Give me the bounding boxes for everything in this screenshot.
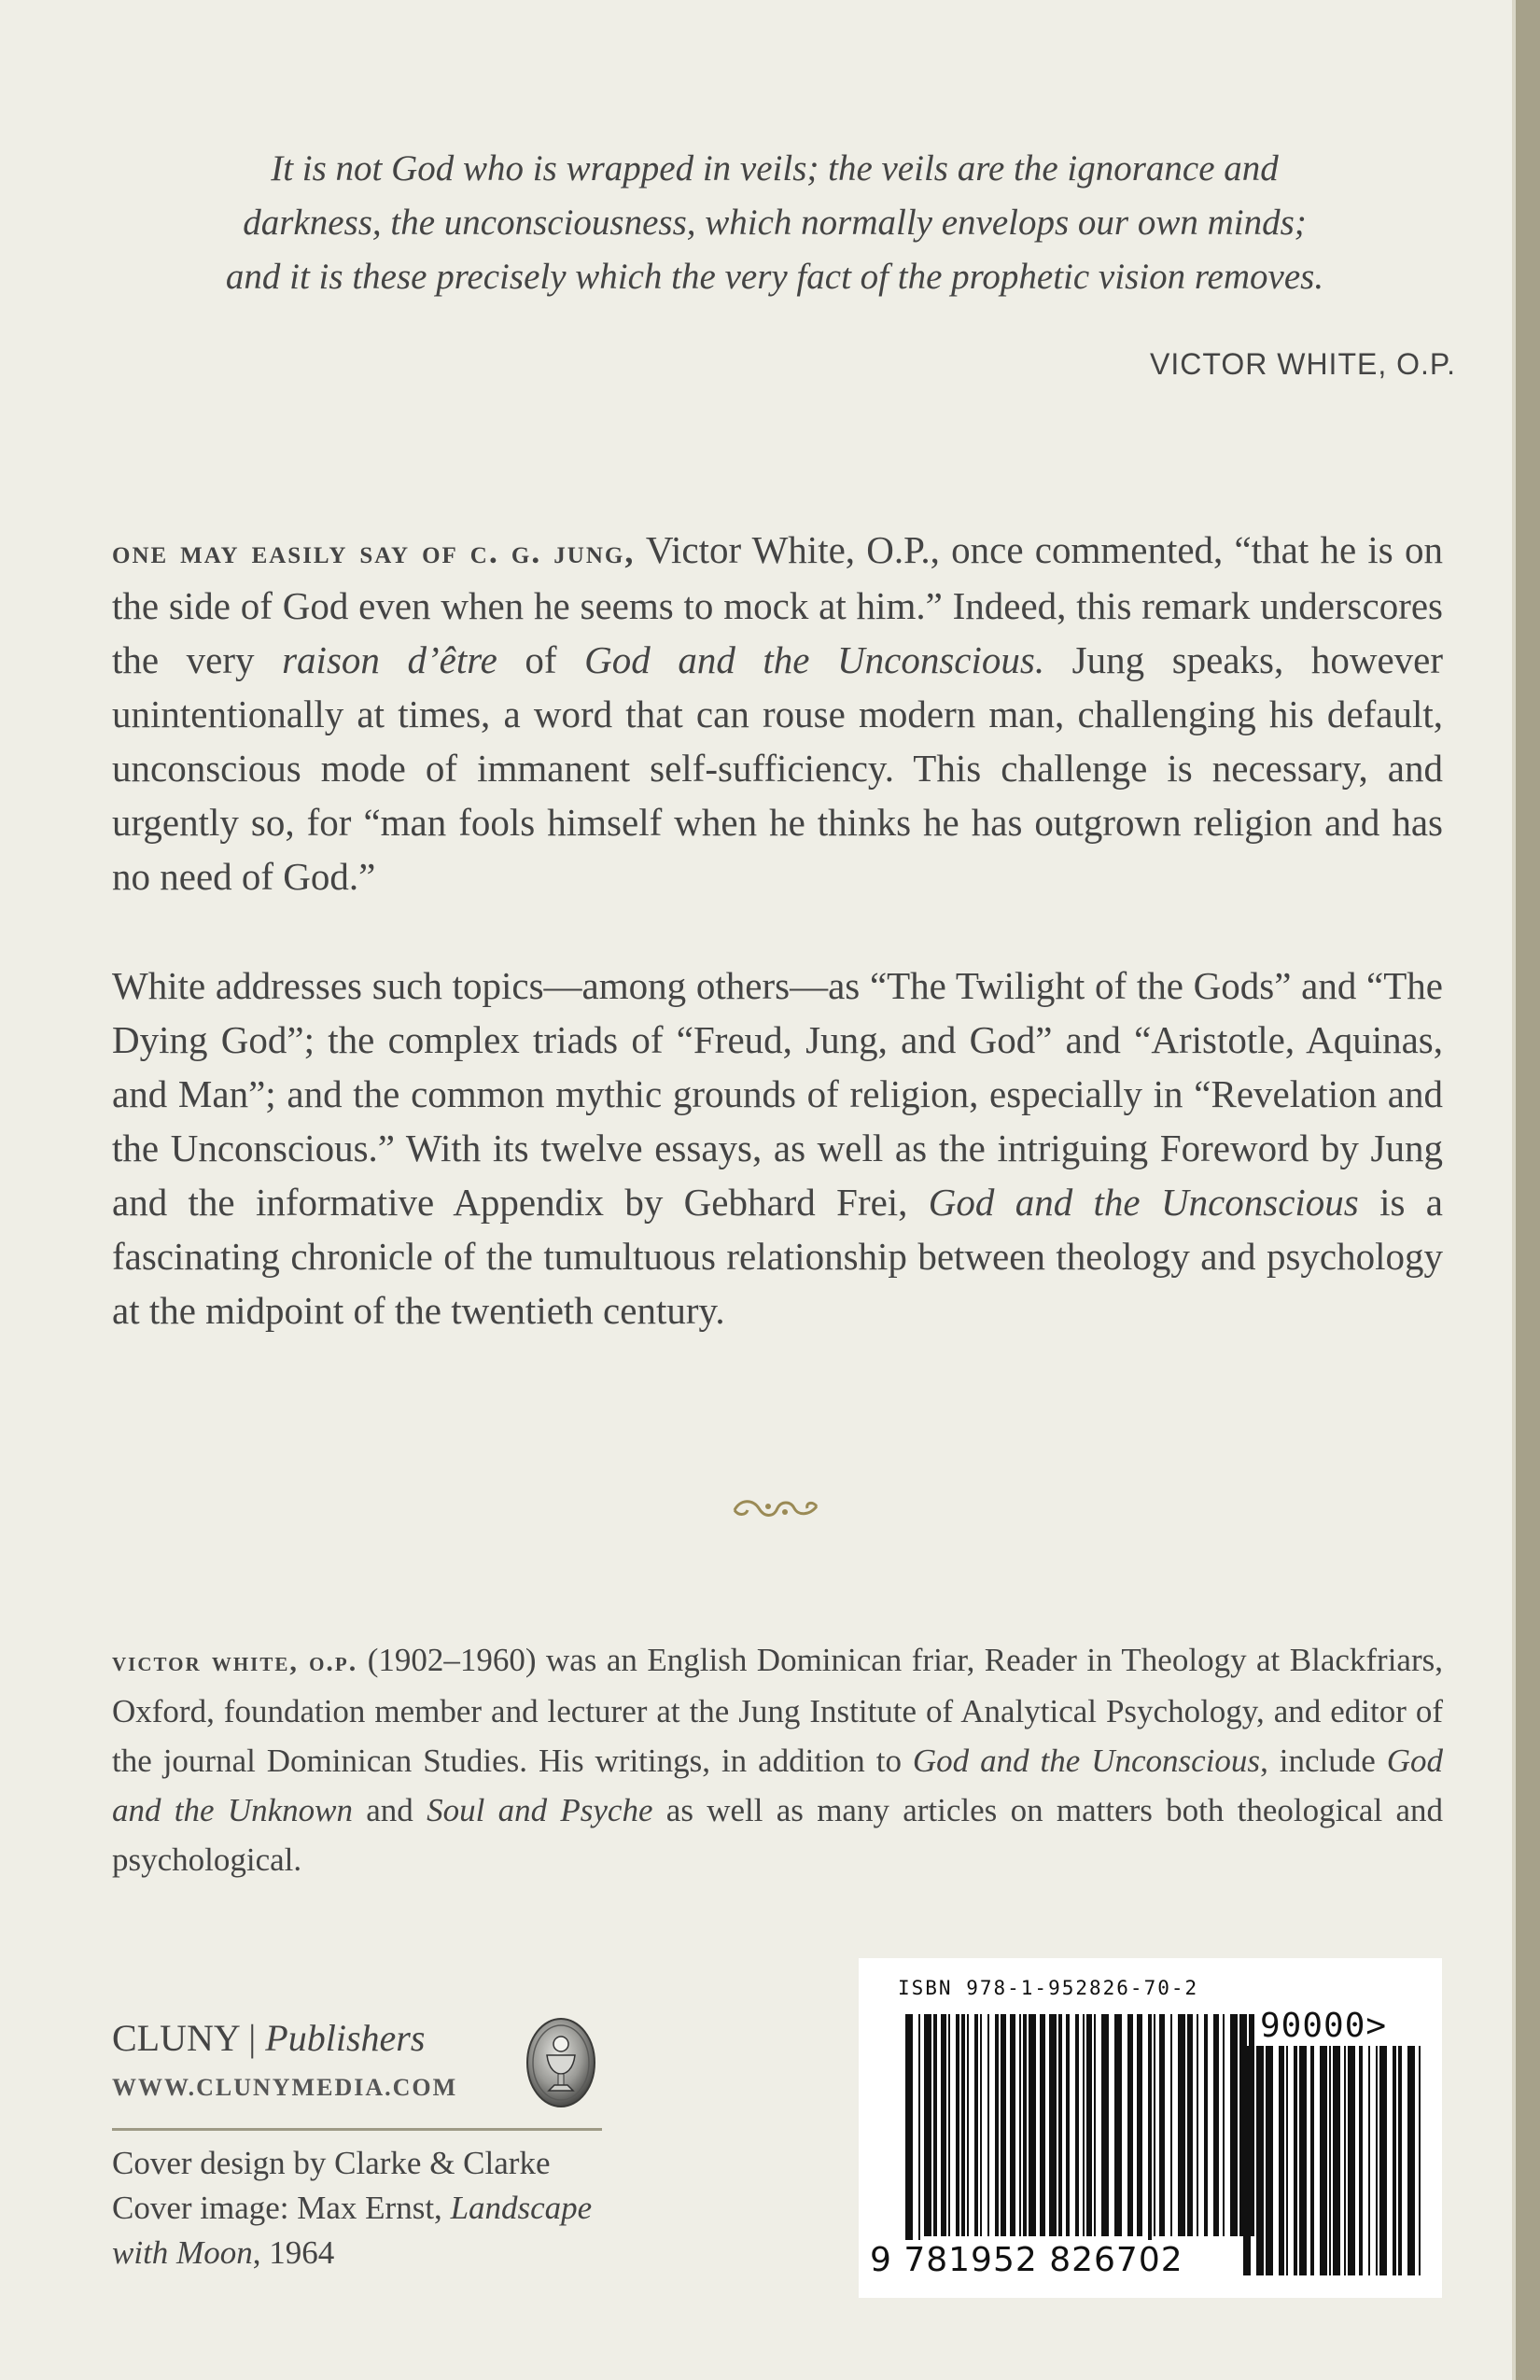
barcode-bar — [1344, 2046, 1346, 2275]
book-title: God and the Unconscious — [928, 1181, 1359, 1224]
book-title: God and the Unconscious — [912, 1743, 1261, 1779]
barcode-bar — [1197, 2014, 1198, 2236]
barcode-bar — [1029, 2014, 1036, 2236]
price-code: 90000> — [1260, 2007, 1388, 2045]
barcode-bar — [1170, 2014, 1172, 2236]
barcode-bar — [1243, 2046, 1251, 2275]
spine-strip — [1516, 0, 1540, 2380]
barcode-bar — [1083, 2014, 1085, 2236]
barcode-bar — [1075, 2014, 1079, 2236]
bio-lead-in: victor white, o.p. — [112, 1646, 358, 1677]
barcode-bar — [1230, 2014, 1238, 2236]
barcode-bar — [956, 2014, 959, 2236]
barcode-bar — [1329, 2046, 1331, 2275]
publisher-block — [112, 2016, 597, 2101]
barcode-bar — [1223, 2014, 1225, 2236]
barcode-bar — [1127, 2014, 1133, 2236]
text-run: is a fascinating chronicle of the tumultuous relationship between theology and psychology at the midpoint of the twentieth century. — [112, 1181, 1443, 1332]
author-bio — [112, 1635, 1443, 1884]
epigraph-quote — [103, 142, 1447, 304]
barcode-bar — [1320, 2046, 1327, 2275]
artwork-title: Landscape — [450, 2190, 593, 2226]
text-run: Jung speaks, however unintentionally at times, a word that can rouse modern man, challenging his default, unconscious mode of immanent self-sufficiency. This challenge is necessary, and urgently so, for “man fools himself when he thinks he has outgrown religion and has no need of God.” — [112, 638, 1443, 898]
barcode-bar — [1094, 2014, 1096, 2236]
barcode-bar — [1213, 2014, 1219, 2236]
barcode-bar — [1178, 2014, 1185, 2236]
barcode-bar — [1398, 2046, 1402, 2275]
epigraph-line: darkness, the unconsciousness, which normally envelops our own minds; — [243, 203, 1307, 243]
fleuron-ornament-icon — [731, 1491, 820, 1525]
barcode-bar — [1137, 2014, 1142, 2236]
barcode-bar — [1368, 2046, 1370, 2275]
chalice-seal-icon — [525, 2016, 597, 2109]
barcode-bar — [1058, 2014, 1062, 2236]
text-run: , include — [1260, 1743, 1387, 1779]
barcode-bar — [1001, 2014, 1006, 2236]
barcode-bar — [941, 2014, 946, 2236]
publisher-name-plain: CLUNY | — [112, 2017, 266, 2059]
italic-phrase: raison d’être — [282, 638, 497, 681]
barcode-bar — [987, 2014, 989, 2236]
barcode-bar — [1359, 2046, 1363, 2275]
publisher-name-italic: Publishers — [265, 2017, 426, 2059]
barcode-bar — [961, 2014, 965, 2236]
barcode-bar — [1393, 2046, 1396, 2275]
barcode-bar — [1379, 2046, 1387, 2275]
barcode-bar — [1019, 2014, 1021, 2236]
barcode-bar — [1266, 2046, 1273, 2275]
barcode-bar — [1279, 2046, 1284, 2275]
book-title: Soul and Psyche — [427, 1792, 653, 1828]
barcode-bar — [974, 2014, 978, 2236]
credit-line: Cover design by Clarke & Clarke — [112, 2145, 551, 2181]
text-run: of — [497, 638, 585, 681]
isbn-barcode — [859, 1958, 1442, 2298]
text-run: as well as many articles on matters both theological and psychological. — [112, 1792, 1443, 1878]
barcode-bar — [1040, 2014, 1045, 2236]
barcode-bar — [1066, 2014, 1070, 2236]
barcode-bar — [1101, 2014, 1109, 2236]
barcode-bar — [1294, 2046, 1297, 2275]
barcode-bar — [1310, 2046, 1314, 2275]
barcode-bar — [1114, 2014, 1122, 2236]
book-title: God and the Unknown — [112, 1743, 1443, 1828]
barcode-bar — [918, 2014, 920, 2275]
barcode-bar — [1023, 2014, 1027, 2236]
price-addon-bars — [1241, 2046, 1428, 2275]
barcode-bar — [1154, 2014, 1155, 2236]
text-run: and — [352, 1792, 427, 1828]
description-paragraph-1 — [112, 523, 1443, 903]
barcode-bar — [1187, 2014, 1193, 2236]
cover-credits — [112, 2141, 635, 2275]
publisher-divider — [112, 2128, 602, 2131]
barcode-bar — [1407, 2046, 1415, 2275]
text-run: Cover image: Max Ernst, — [112, 2190, 451, 2226]
barcode-bar — [1148, 2014, 1152, 2275]
barcode-bar — [933, 2014, 937, 2236]
book-title: God and the Unconscious. — [584, 638, 1045, 681]
barcode-bar — [1159, 2014, 1165, 2236]
paragraph-lead-in: one may easily say of c. g. jung, — [112, 533, 636, 570]
credit-line — [112, 2231, 635, 2275]
barcode-bar — [995, 2014, 999, 2236]
barcode-bar — [1348, 2046, 1355, 2275]
ean-barcode-bars — [903, 2014, 1258, 2275]
text-run: Victor White, O.P., once commented, “that he is on the side of God even when he seems to mock at him.” Indeed, this remark underscores the very — [112, 528, 1443, 681]
barcode-bar — [948, 2014, 950, 2236]
barcode-bar — [1286, 2046, 1288, 2275]
publisher-url: WWW.CLUNYMEDIA.COM — [112, 2074, 458, 2101]
barcode-bar — [967, 2014, 969, 2236]
isbn-label: ISBN 978-1-952826-70-2 — [898, 1977, 1199, 1999]
text-run: (1902–1960) was an English Dominican friar, Reader in Theology at Blackfriars, Oxford, foundation member and lecturer at the Jung Institute of Analytical Psychology, and editor of the journal Dominican Studies. His writings, in addition to — [112, 1642, 1443, 1779]
description-paragraph-2 — [112, 959, 1443, 1337]
artwork-title: with Moon — [112, 2234, 253, 2271]
barcode-bar — [980, 2014, 982, 2236]
barcode-bar — [1376, 2046, 1378, 2275]
epigraph-attribution: VICTOR WHITE, O.P. — [1150, 347, 1456, 381]
epigraph-line: It is not God who is wrapped in veils; the veils are the ignorance and — [271, 148, 1279, 189]
credit-line — [112, 2186, 635, 2231]
text-run: , 1964 — [252, 2234, 335, 2271]
barcode-bar — [1086, 2014, 1092, 2236]
barcode-bar — [905, 2014, 913, 2275]
isbn-digits: 9 781952 826702 — [870, 2240, 1243, 2281]
barcode-bar — [1333, 2046, 1340, 2275]
barcode-bar — [1204, 2014, 1208, 2236]
text-run: White addresses such topics—among others—as “The Twilight of the Gods” and “The Dying God”; the complex triads of “Freud, Jung, and God” and “Aristotle, Aquinas, and Man”; and the common mythic grounds of religion, especially in “Revelation and the Unconscious.” With its twelve essays, as well as the intriguing Foreword by Jung and the informative Appendix by Gebhard Frei, — [112, 964, 1443, 1224]
barcode-bar — [1256, 2046, 1264, 2275]
barcode-bar — [924, 2014, 931, 2236]
barcode-bar — [1049, 2014, 1057, 2236]
barcode-bar — [1419, 2046, 1421, 2275]
barcode-bar — [1299, 2046, 1307, 2275]
epigraph-line: and it is these precisely which the very fact of the prophetic vision removes. — [225, 257, 1324, 297]
barcode-bar — [1010, 2014, 1015, 2236]
